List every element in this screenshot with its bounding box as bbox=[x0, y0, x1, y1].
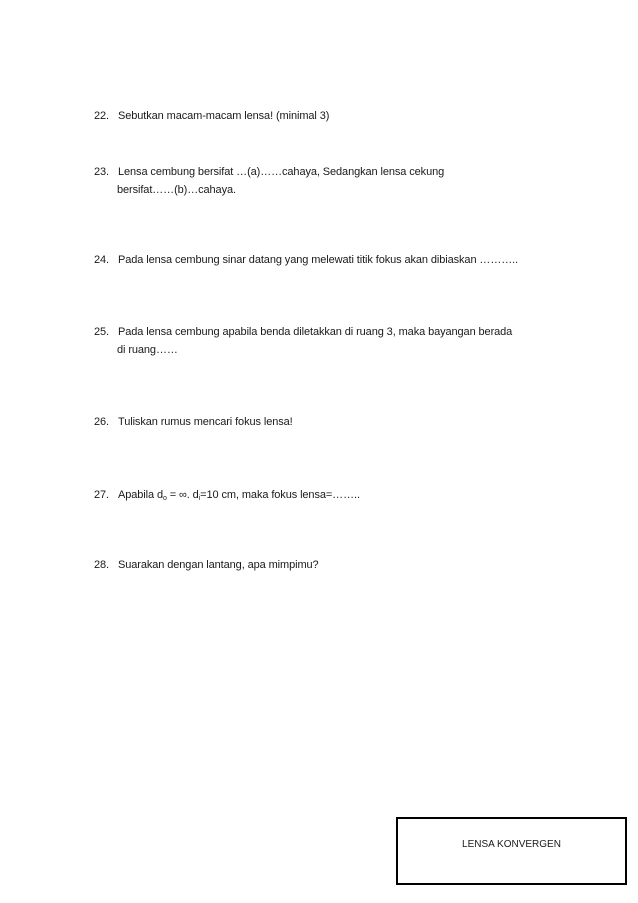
question-text: Pada lensa cembung sinar datang yang melewati titik fokus akan dibiaskan ……….. bbox=[118, 254, 519, 266]
question-number: 22. bbox=[94, 110, 109, 122]
question-24 bbox=[94, 251, 574, 269]
question-line bbox=[94, 556, 574, 574]
question-text-prefix: Apabila d bbox=[118, 489, 163, 501]
question-number: 27. bbox=[94, 489, 109, 501]
question-number: 26. bbox=[94, 416, 109, 428]
question-number: 25. bbox=[94, 326, 109, 338]
question-number: 24. bbox=[94, 254, 109, 266]
question-22 bbox=[94, 107, 574, 125]
topic-label: LENSA KONVERGEN bbox=[462, 839, 561, 850]
topic-label-box bbox=[396, 817, 627, 885]
question-number: 28. bbox=[94, 559, 109, 571]
question-23 bbox=[94, 163, 574, 199]
question-line bbox=[94, 107, 574, 125]
question-text: Lensa cembung bersifat …(a)……cahaya, Sedangkan lensa cekung bbox=[118, 166, 445, 178]
question-text: Pada lensa cembung apabila benda diletakkan di ruang 3, maka bayangan berada bbox=[118, 326, 513, 338]
question-line bbox=[94, 323, 574, 341]
question-line bbox=[94, 251, 574, 269]
question-text: Sebutkan macam-macam lensa! (minimal 3) bbox=[118, 110, 330, 122]
question-28 bbox=[94, 556, 574, 574]
question-line bbox=[94, 163, 574, 181]
question-26 bbox=[94, 413, 574, 431]
question-text-continued: bersifat……(b)…cahaya. bbox=[117, 184, 236, 196]
question-line bbox=[94, 413, 574, 431]
question-text-continued: di ruang…… bbox=[117, 344, 178, 356]
subscript-i: i bbox=[198, 495, 201, 502]
question-number: 23. bbox=[94, 166, 109, 178]
question-text-mid: = ∞. d bbox=[166, 489, 199, 501]
subscript-o: o bbox=[162, 495, 167, 502]
question-25 bbox=[94, 323, 574, 359]
question-text-suffix: =10 cm, maka fokus lensa=…….. bbox=[200, 489, 360, 501]
question-text: Tuliskan rumus mencari fokus lensa! bbox=[118, 416, 293, 428]
question-text: Suarakan dengan lantang, apa mimpimu? bbox=[118, 559, 319, 571]
question-27 bbox=[94, 486, 574, 504]
question-line bbox=[94, 486, 574, 504]
